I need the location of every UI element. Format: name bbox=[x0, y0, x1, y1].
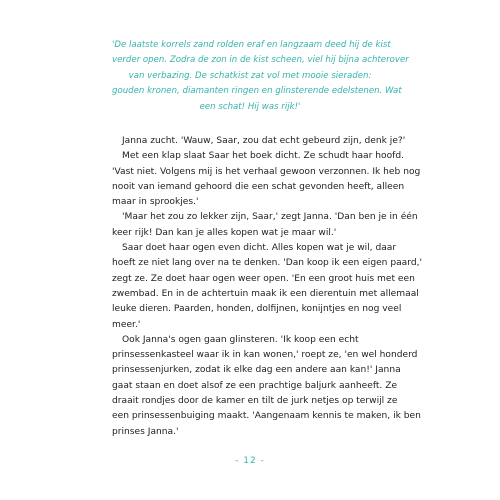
body-line: leuke dieren. Paarden, honden, dolfijnen, konijntjes en nog veel bbox=[112, 304, 402, 315]
body-line: keer rijk! Dan kan je alles kopen wat je maar wil.' bbox=[112, 227, 337, 238]
body-line: Saar doet haar ogen even dicht. Alles kopen wat je wil, daar bbox=[122, 243, 397, 254]
page-number: - 12 - bbox=[235, 456, 265, 466]
body-line: Met een klap slaat Saar het boek dicht. Ze schudt haar hoofd. bbox=[122, 151, 404, 162]
quote-line: een schat! Hij was rijk!' bbox=[199, 101, 301, 112]
body-line: prinsessenjurken, zodat ik elke dag een andere aan kan!' Janna bbox=[112, 365, 401, 376]
body-line: Janna zucht. 'Wauw, Saar, zou dat echt gebeurd zijn, denk je?' bbox=[122, 136, 406, 146]
body-line: zegt ze. Ze doet haar ogen weer open. 'En een groot huis met een bbox=[112, 273, 415, 284]
body-line: Ook Janna's ogen gaan glinsteren. 'Ik koop een echt bbox=[122, 334, 359, 345]
body-line: prinsessenkasteel waar ik in kan wonen,' roept ze, 'en wel honderd bbox=[112, 350, 418, 361]
body-line: gaat staan en doet alsof ze een prachtige baljurk aanheeft. Ze bbox=[112, 380, 398, 391]
story-quote bbox=[112, 38, 409, 115]
body-line: 'Maar het zou zo lekker zijn, Saar,' zegt Janna. 'Dan ben je in één bbox=[122, 212, 418, 223]
quote-line: gouden kronen, diamanten ringen en glinsterende edelstenen. Wat bbox=[112, 86, 402, 97]
body-line: nooit van iemand gehoord die een schat gevonden heeft, alleen bbox=[112, 181, 405, 192]
story-body bbox=[112, 134, 422, 440]
quote-line: 'De laatste korrels zand rolden eraf en langzaam deed hij de kist bbox=[112, 40, 391, 50]
body-line: draait rondjes door de kamer en tilt de jurk netjes op terwijl ze bbox=[112, 396, 398, 407]
quote-line: van verbazing. De schatkist zat vol met mooie sieraden: bbox=[128, 70, 372, 81]
body-line: meer.' bbox=[112, 319, 141, 330]
body-line: prinses Janna.' bbox=[112, 426, 179, 437]
body-line: zwembad. En in de achtertuin maak ik een dierentuin met allemaal bbox=[112, 288, 419, 299]
body-line: hoeft ze niet lang over na te denken. 'Dan koop ik een eigen paard,' bbox=[112, 258, 422, 269]
body-line: 'Vast niet. Volgens mij is het verhaal gewoon verzonnen. Ik heb nog bbox=[112, 166, 421, 177]
quote-line: verder open. Zodra de zon in de kist scheen, viel hij bijna achterover bbox=[112, 55, 409, 66]
body-line: maar in sprookjes.' bbox=[112, 197, 199, 208]
body-line: een prinsessenbuiging maakt. 'Aangenaam kennis te maken, ik ben bbox=[112, 411, 421, 422]
